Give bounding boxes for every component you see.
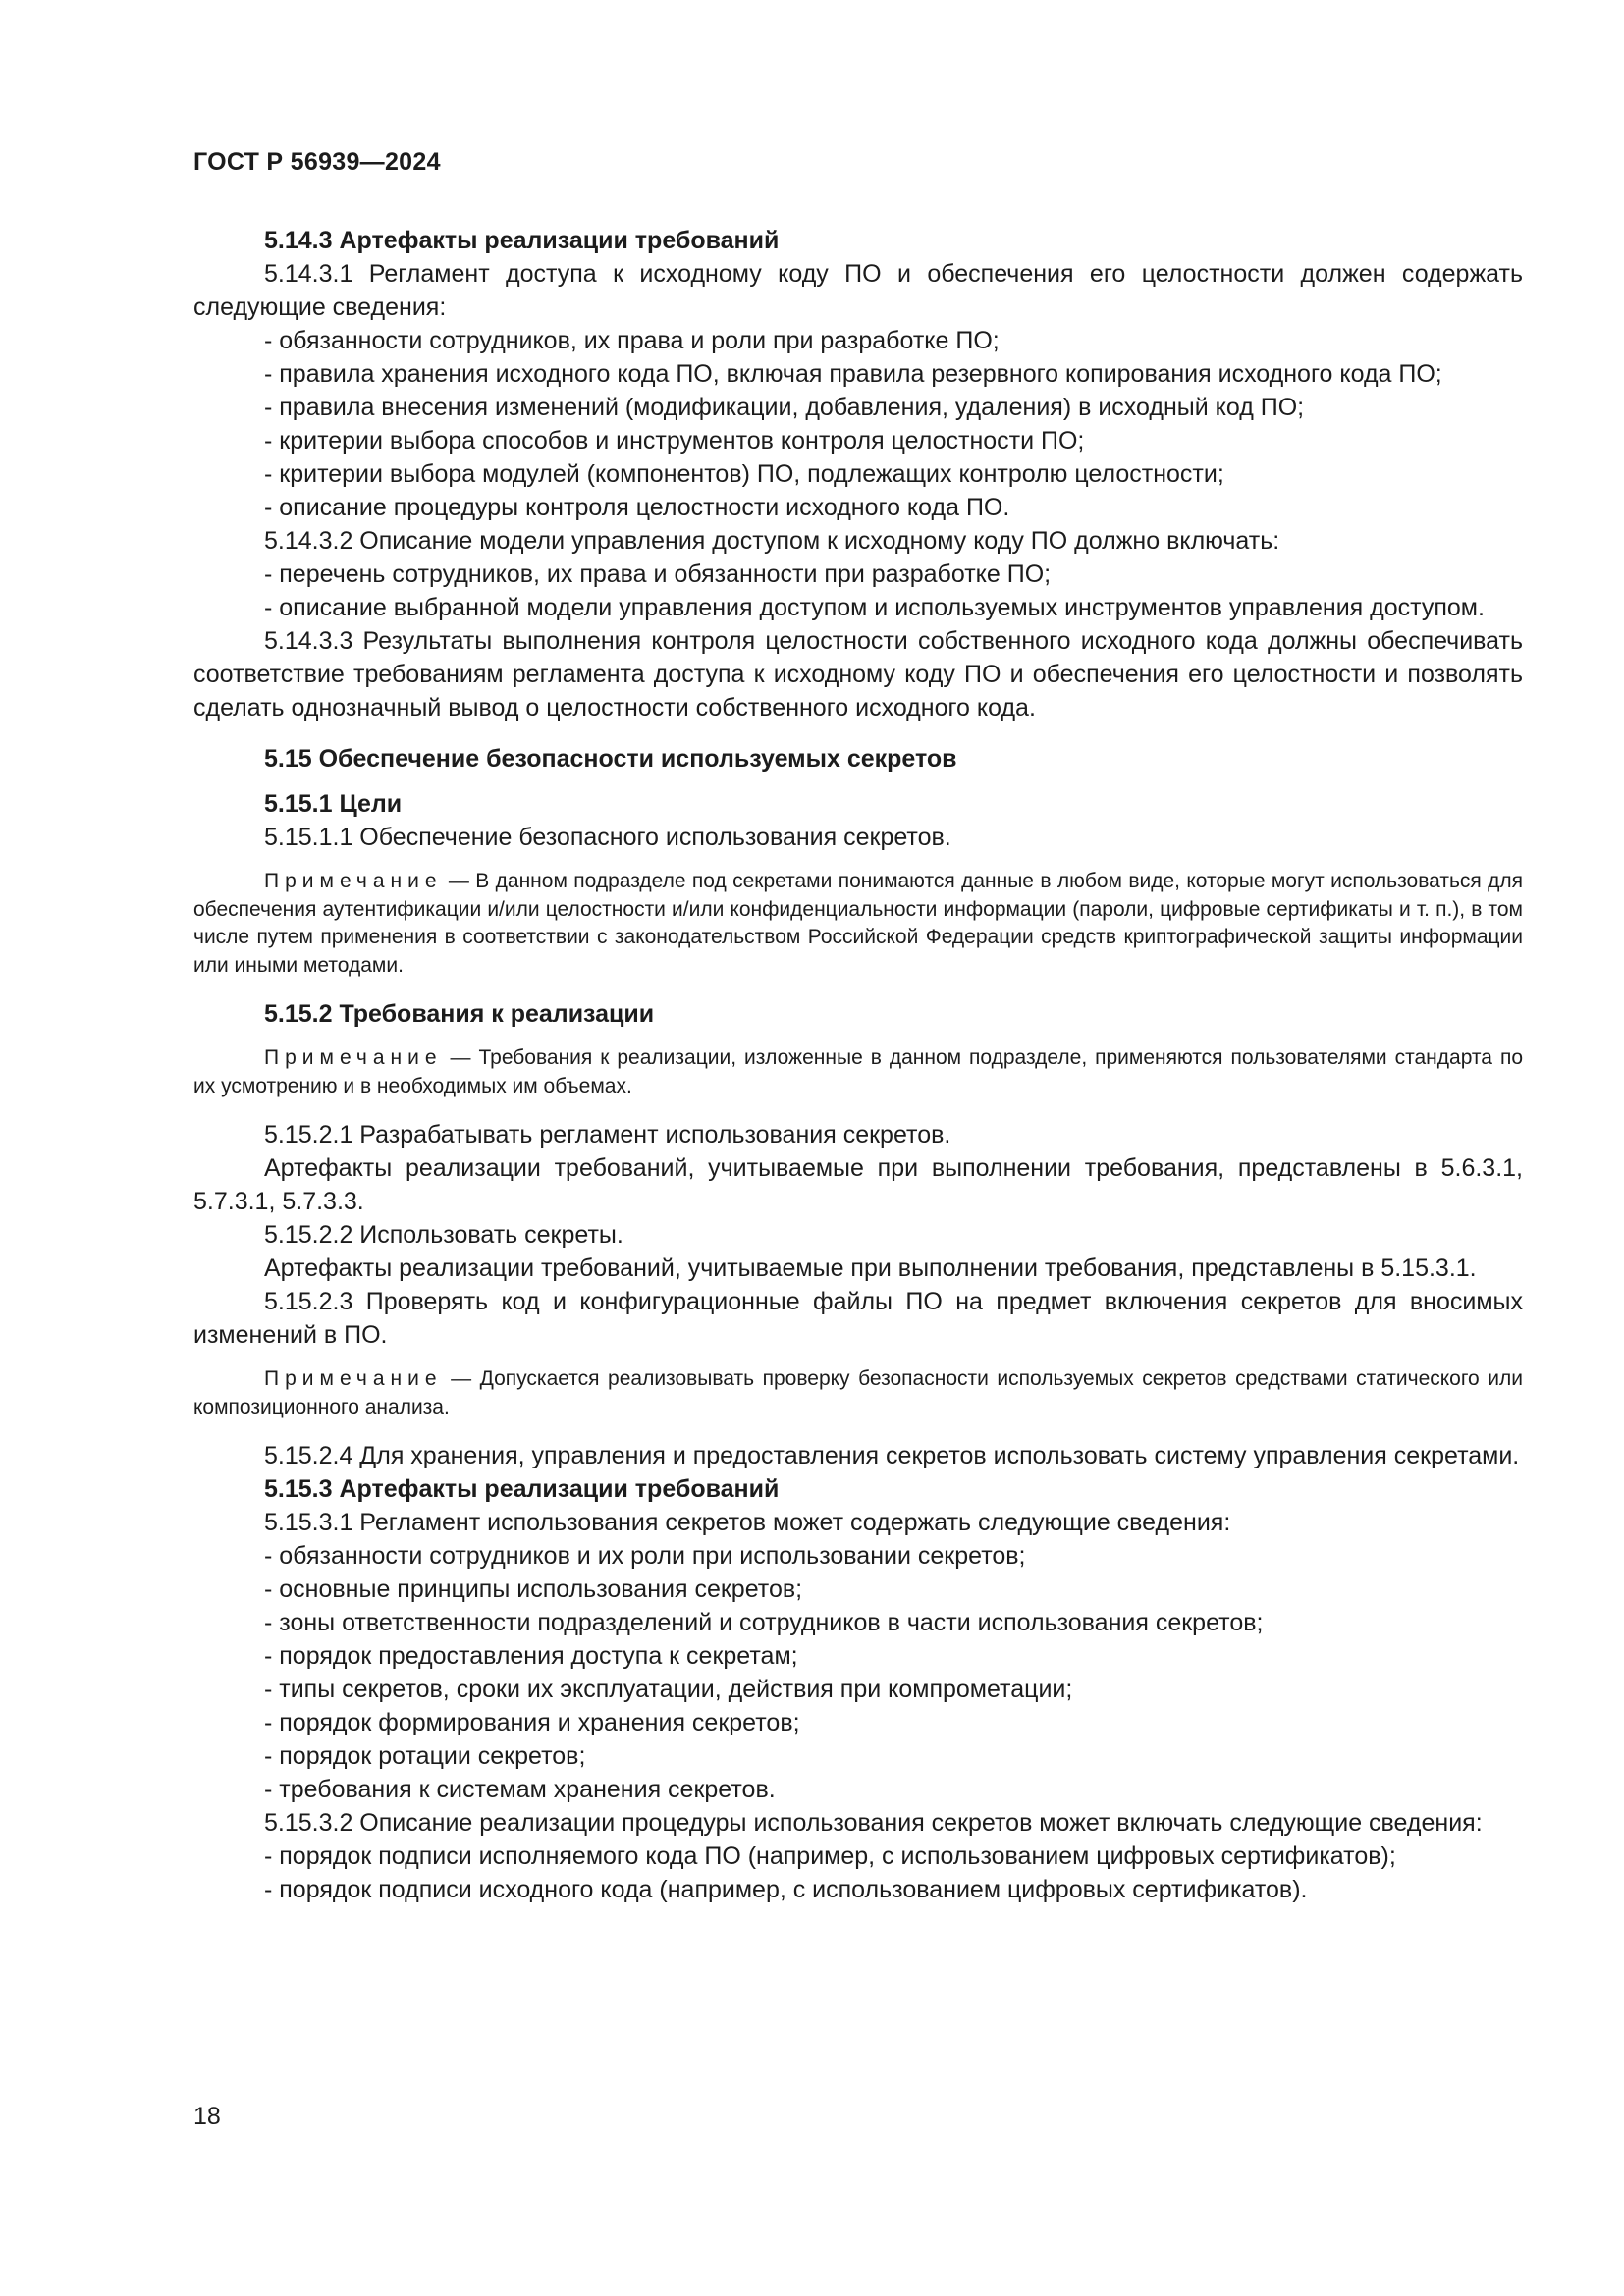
list-item: - зоны ответственности подразделений и сотрудников в части использования секретов; (264, 1609, 1264, 1636)
page-number: 18 (193, 2103, 221, 2130)
list-item: - порядок предоставления доступа к секретам; (264, 1642, 798, 1670)
list-item: - порядок подписи исполняемого кода ПО (например, с использованием цифровых сертификатов); (264, 1842, 1396, 1870)
note-label: Примечание (264, 870, 443, 892)
list-item: - перечень сотрудников, их права и обязанности при разработке ПО; (264, 561, 1052, 588)
document-body (193, 224, 1523, 1906)
note-text: — Допускается реализовывать проверку безопасности используемых секретов средствами статического или композиционного анализа. (193, 1367, 1523, 1418)
note (193, 1365, 1523, 1421)
subsection-heading: 5.15.3 Артефакты реализации требований (264, 1475, 780, 1503)
list-item: - обязанности сотрудников и их роли при использовании секретов; (264, 1542, 1026, 1570)
list-item: - правила внесения изменений (модификации, добавления, удаления) в исходный код ПО; (264, 394, 1305, 421)
note-label: Примечание (264, 1046, 443, 1069)
paragraph: 5.15.2.2 Использовать секреты. (264, 1221, 623, 1249)
list-item: - основные принципы использования секретов; (264, 1575, 803, 1603)
list-item: - порядок формирования и хранения секретов; (264, 1709, 800, 1736)
paragraph: 5.14.3.2 Описание модели управления доступом к исходному коду ПО должно включать: (264, 527, 1280, 555)
paragraph: Артефакты реализации требований, учитываемые при выполнении требования, представлены в 5.15.3.1. (264, 1255, 1477, 1282)
note-text: — В данном подразделе под секретами понимаются данные в любом виде, которые могут использоваться для обеспечения аутентификации и/или целостности и/или конфиденциальности информации (пароли, цифровые сертификаты и т. п.), в том числе путем применения в соответствии с законодательством Российской Федерации средств криптографической защиты информации или иными методами. (193, 870, 1523, 977)
subsection-heading: 5.15.2 Требования к реализации (264, 1000, 655, 1028)
list-item: - порядок подписи исходного кода (например, с использованием цифровых сертификатов). (264, 1876, 1308, 1903)
note (193, 868, 1523, 980)
paragraph: 5.15.2.4 Для хранения, управления и предоставления секретов использовать систему управления секретами. (264, 1442, 1520, 1469)
list-item: - порядок ротации секретов; (264, 1742, 586, 1770)
note-label: Примечание (264, 1367, 443, 1390)
paragraph: 5.14.3.3 Результаты выполнения контроля целостности собственного исходного кода должны обеспечивать соответствие требованиям регламента доступа к исходному коду ПО и обеспечения его целостности и позволять сделать однозначный вывод о целостности собственного исходного кода. (193, 627, 1523, 721)
list-item: - критерии выбора способов и инструментов контроля целостности ПО; (264, 427, 1085, 454)
document-header: ГОСТ Р 56939—2024 (193, 148, 441, 176)
list-item: - описание процедуры контроля целостности исходного кода ПО. (264, 494, 1010, 521)
note (193, 1044, 1523, 1100)
section-heading: 5.15 Обеспечение безопасности используемых секретов (264, 745, 957, 773)
list-item: - описание выбранной модели управления доступом и используемых инструментов управления доступом. (264, 594, 1485, 621)
paragraph: Артефакты реализации требований, учитываемые при выполнении требования, представлены в 5.6.3.1, 5.7.3.1, 5.7.3.3. (193, 1154, 1523, 1215)
paragraph: 5.15.3.2 Описание реализации процедуры использования секретов может включать следующие сведения: (264, 1809, 1483, 1837)
subsection-heading: 5.15.1 Цели (264, 790, 403, 818)
paragraph: 5.14.3.1 Регламент доступа к исходному коду ПО и обеспечения его целостности должен содержать следующие сведения: (193, 260, 1523, 321)
paragraph: 5.15.2.3 Проверять код и конфигурационные файлы ПО на предмет включения секретов для вносимых изменений в ПО. (193, 1288, 1523, 1349)
list-item: - типы секретов, сроки их эксплуатации, действия при компрометации; (264, 1676, 1073, 1703)
list-item: - правила хранения исходного кода ПО, включая правила резервного копирования исходного кода ПО; (264, 360, 1442, 388)
note-text: — Требования к реализации, изложенные в данном подразделе, применяются пользователями стандарта по их усмотрению и в необходимых им объемах. (193, 1046, 1523, 1097)
paragraph: 5.15.3.1 Регламент использования секретов может содержать следующие сведения: (264, 1509, 1231, 1536)
paragraph: 5.15.1.1 Обеспечение безопасного использования секретов. (264, 824, 951, 851)
list-item: - обязанности сотрудников, их права и роли при разработке ПО; (264, 327, 1000, 354)
list-item: - требования к системам хранения секретов. (264, 1776, 776, 1803)
paragraph: 5.15.2.1 Разрабатывать регламент использования секретов. (264, 1121, 951, 1148)
list-item: - критерии выбора модулей (компонентов) ПО, подлежащих контролю целостности; (264, 460, 1224, 488)
section-heading: 5.14.3 Артефакты реализации требований (264, 227, 780, 254)
